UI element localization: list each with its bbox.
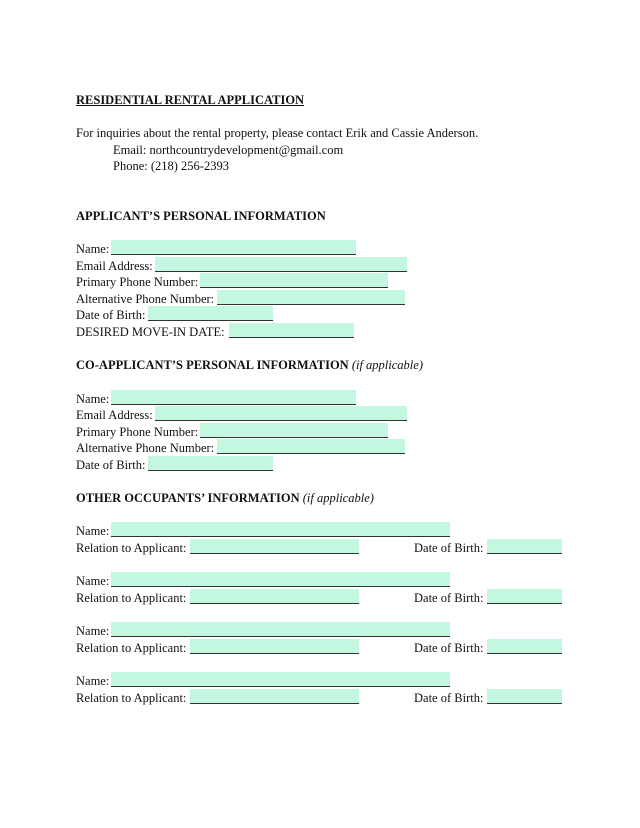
applicant-heading: APPLICANT’S PERSONAL INFORMATION xyxy=(76,209,326,223)
intro-text: For inquiries about the rental property, please contact Erik and Cassie Anderson. xyxy=(76,126,479,140)
co-applicant-alt-phone-input[interactable] xyxy=(217,440,405,454)
occupant-1-dob-label: Date of Birth: xyxy=(414,541,484,555)
occupant-1-name-input[interactable] xyxy=(111,523,450,537)
occupant-4-dob-field[interactable] xyxy=(487,689,562,704)
co-applicant-note: (if applicable) xyxy=(351,358,423,372)
co-applicant-name-input[interactable] xyxy=(111,391,356,405)
occupant-3-dob-field[interactable] xyxy=(487,639,562,654)
occupant-3-dob-label: Date of Birth: xyxy=(414,641,484,655)
co-applicant-primary-phone-input[interactable] xyxy=(200,424,388,438)
co-applicant-dob-input[interactable] xyxy=(148,457,273,471)
occupant-2-name-label: Name: xyxy=(76,574,110,588)
occupant-2-dob-label: Date of Birth: xyxy=(414,591,484,605)
applicant-alt-phone-input[interactable] xyxy=(217,291,405,305)
occupant-3-name-label: Name: xyxy=(76,624,110,638)
occupant-2-dob-field[interactable] xyxy=(487,589,562,604)
co-applicant-heading xyxy=(76,357,423,373)
occupant-4-relation-input[interactable] xyxy=(190,690,359,704)
applicant-dob-input[interactable] xyxy=(148,307,273,321)
occupant-1-name-field[interactable] xyxy=(111,522,450,537)
move-in-date-input[interactable] xyxy=(229,324,354,338)
co-applicant-email-input[interactable] xyxy=(155,407,407,421)
occupant-1-relation-label: Relation to Applicant: xyxy=(76,541,187,555)
occupant-2-relation-input[interactable] xyxy=(190,590,359,604)
occupant-1-relation-field[interactable] xyxy=(190,539,359,554)
co-applicant-primary-phone-label: Primary Phone Number: xyxy=(76,425,199,439)
applicant-primary-phone-field[interactable] xyxy=(200,273,388,288)
occupant-4-dob-input[interactable] xyxy=(487,690,562,704)
occupant-1-dob-input[interactable] xyxy=(487,540,562,554)
occupant-4-name-field[interactable] xyxy=(111,672,450,687)
applicant-alt-phone-label: Alternative Phone Number: xyxy=(76,292,215,306)
co-applicant-dob-field[interactable] xyxy=(148,456,273,471)
occupant-2-relation-field[interactable] xyxy=(190,589,359,604)
contact-phone: Phone: (218) 256-2393 xyxy=(113,159,229,173)
applicant-name-input[interactable] xyxy=(111,241,356,255)
applicant-email-label: Email Address: xyxy=(76,259,153,273)
document-title: RESIDENTIAL RENTAL APPLICATION xyxy=(76,93,305,107)
applicant-alt-phone-field[interactable] xyxy=(217,290,405,305)
occupant-1-relation-input[interactable] xyxy=(190,540,359,554)
applicant-primary-phone-label: Primary Phone Number: xyxy=(76,275,199,289)
applicant-name-label: Name: xyxy=(76,242,110,256)
occupant-3-relation-label: Relation to Applicant: xyxy=(76,641,187,655)
occupant-4-name-label: Name: xyxy=(76,674,110,688)
occupant-2-relation-label: Relation to Applicant: xyxy=(76,591,187,605)
occupant-2-name-input[interactable] xyxy=(111,573,450,587)
applicant-dob-label: Date of Birth: xyxy=(76,308,146,322)
occupant-3-relation-input[interactable] xyxy=(190,640,359,654)
co-applicant-email-label: Email Address: xyxy=(76,408,153,422)
occupants-heading xyxy=(76,490,374,506)
applicant-email-field[interactable] xyxy=(155,257,407,272)
occupant-4-relation-field[interactable] xyxy=(190,689,359,704)
occupants-note: (if applicable) xyxy=(302,491,374,505)
occupant-4-relation-label: Relation to Applicant: xyxy=(76,691,187,705)
applicant-primary-phone-input[interactable] xyxy=(200,274,388,288)
occupant-3-name-field[interactable] xyxy=(111,622,450,637)
occupants-heading-text: OTHER OCCUPANTS’ INFORMATION xyxy=(76,491,300,505)
co-applicant-name-field[interactable] xyxy=(111,390,356,405)
occupant-1-dob-field[interactable] xyxy=(487,539,562,554)
co-applicant-alt-phone-label: Alternative Phone Number: xyxy=(76,441,215,455)
occupant-3-dob-input[interactable] xyxy=(487,640,562,654)
co-applicant-name-label: Name: xyxy=(76,392,110,406)
applicant-name-field[interactable] xyxy=(111,240,356,255)
move-in-date-field[interactable] xyxy=(229,323,354,338)
co-applicant-primary-phone-field[interactable] xyxy=(200,423,388,438)
co-applicant-heading-text: CO-APPLICANT’S PERSONAL INFORMATION xyxy=(76,358,349,372)
occupant-2-dob-input[interactable] xyxy=(487,590,562,604)
co-applicant-alt-phone-field[interactable] xyxy=(217,439,405,454)
occupant-4-dob-label: Date of Birth: xyxy=(414,691,484,705)
occupant-1-name-label: Name: xyxy=(76,524,110,538)
applicant-dob-field[interactable] xyxy=(148,306,273,321)
co-applicant-dob-label: Date of Birth: xyxy=(76,458,146,472)
occupant-4-name-input[interactable] xyxy=(111,673,450,687)
occupant-3-relation-field[interactable] xyxy=(190,639,359,654)
occupant-3-name-input[interactable] xyxy=(111,623,450,637)
move-in-date-label: DESIRED MOVE-IN DATE: xyxy=(76,325,225,339)
contact-email: Email: northcountrydevelopment@gmail.com xyxy=(113,143,344,157)
applicant-email-input[interactable] xyxy=(155,258,407,272)
co-applicant-email-field[interactable] xyxy=(155,406,407,421)
occupant-2-name-field[interactable] xyxy=(111,572,450,587)
